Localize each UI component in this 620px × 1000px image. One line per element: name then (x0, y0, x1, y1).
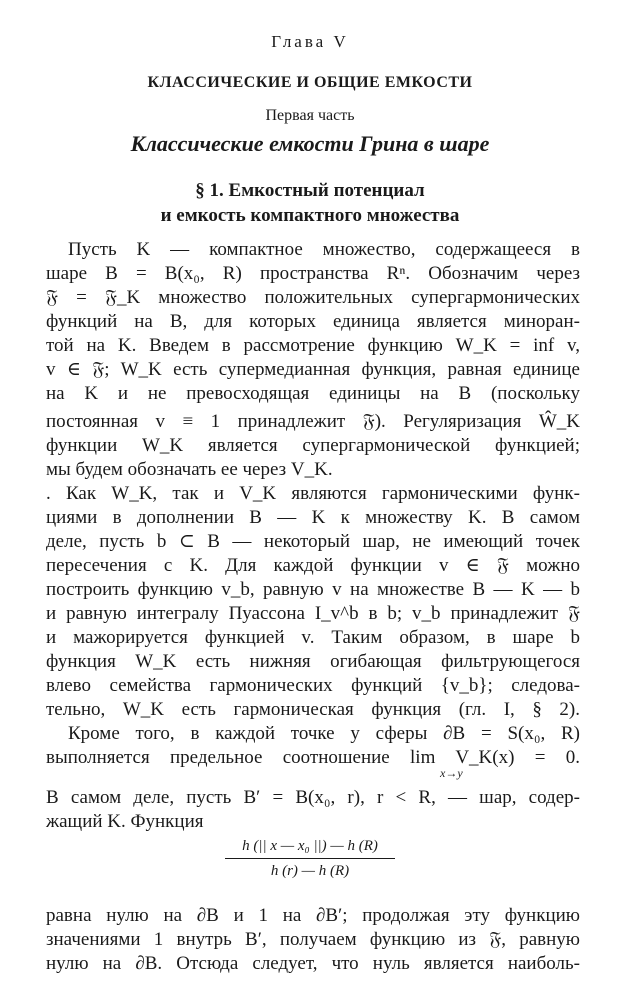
text-line: постоянная v ≡ 1 принадлежит 𝔉). Регуляризация Ŵ_K (46, 411, 580, 432)
text-line: циями в дополнении B — K к множеству K. В самом (46, 507, 580, 528)
text-line: значениями 1 внутрь B′, получаем функцию из 𝔉, равную (46, 929, 580, 950)
text-line: влево семейства гармонических функций {v_b}; следова- (46, 675, 580, 696)
fraction-formula (0, 838, 620, 880)
section-title-line-2: и емкость компактного множества (160, 205, 460, 226)
text-line: той на K. Введем в рассмотрение функцию W_K = inf v, (46, 335, 580, 356)
text-line: тельно, W_K есть гармоническая функция (гл. I, § 2). (46, 699, 580, 720)
text-line: пересечения с K. Для каждой функции v ∈ 𝔉 можно (46, 555, 580, 576)
text-line: деле, пусть b ⊂ B — некоторый шар, не имеющий точек (46, 531, 580, 552)
text-line: нулю на ∂B. Отсюда следует, что нуль является наиболь- (46, 953, 580, 974)
text-line: и мажорируется функцией v. Таким образом, в шаре b (46, 627, 580, 648)
formula-denominator: h (r) — h (R) (270, 863, 350, 879)
lim-subscript: x→y (440, 766, 463, 780)
text-line: Пусть K — компактное множество, содержащееся в (68, 239, 580, 260)
text-line: Кроме того, в каждой точке y сферы ∂B = S(x₀, R) (68, 723, 580, 744)
formula-numerator: h (|| x — x₀ ||) — h (R) (242, 838, 378, 854)
text-line: В самом деле, пусть B′ = B(x₀, r), r < R, — шар, содер- (46, 787, 580, 808)
text-line: v ∈ 𝔉; W_K есть супермедианная функция, равная единице (46, 359, 580, 380)
text-line: функции W_K является супергармонической функцией; (46, 435, 580, 456)
text-line: шаре B = B(x₀, R) пространства Rⁿ. Обозначим через (46, 263, 580, 284)
text-line: . Как W_K, так и V_K являются гармоническими функ- (46, 483, 580, 504)
text-line: функций на B, для которых единица является миноран- (46, 311, 580, 332)
text-line: на K и не превосходящая единицы на B (поскольку (46, 383, 580, 404)
text-line: равна нулю на ∂B и 1 на ∂B′; продолжая эту функцию (46, 905, 580, 926)
text-line: жащий K. Функция (46, 811, 204, 832)
text-line: 𝔉 = 𝔉_K множество положительных супергармонических (46, 287, 580, 308)
section-title (0, 178, 620, 228)
text-line: выполняется предельное соотношение lim V_K(x) = 0. (46, 747, 580, 768)
part-label: Первая часть (265, 107, 355, 124)
text-line: построить функцию v_b, равную v на множестве B — K — b (46, 579, 580, 600)
text-line: и равную интегралу Пуассона I_v^b в b; v_b принадлежит 𝔉 (46, 603, 580, 624)
chapter-title: КЛАССИЧЕСКИЕ И ОБЩИЕ ЕМКОСТИ (147, 74, 473, 91)
text-line: функция W_K есть нижняя огибающая фильтрующегося (46, 651, 580, 672)
part-title: Классические емкости Грина в шаре (130, 131, 490, 156)
section-title-line-1: § 1. Емкостный потенциал (195, 180, 425, 201)
chapter-label: Глава V (271, 32, 349, 51)
text-line: мы будем обозначать ее через V_K. (46, 459, 333, 480)
